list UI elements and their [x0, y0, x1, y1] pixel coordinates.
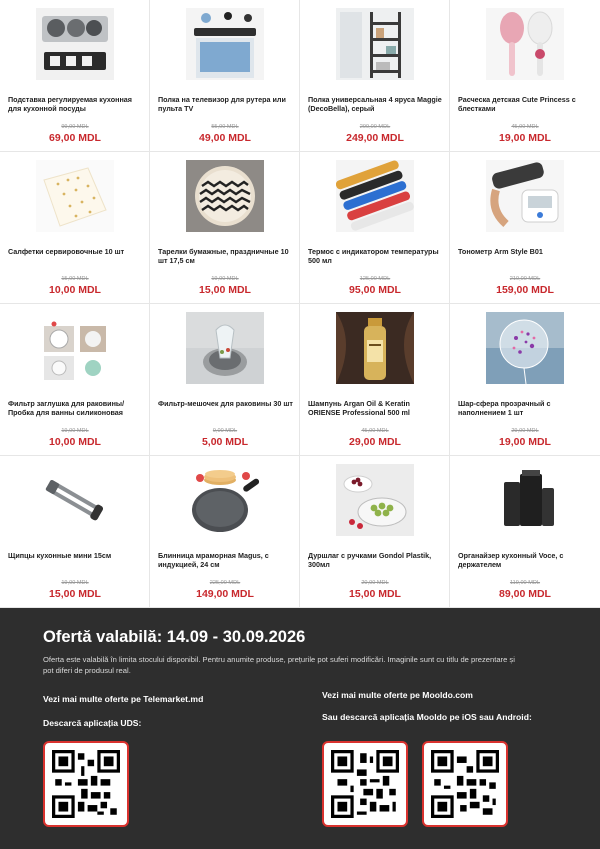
- product-price: 10,00 MDL: [49, 436, 101, 448]
- mooldo-android-qr-code[interactable]: [422, 741, 508, 827]
- product-old-price: 119,00 MDL: [509, 580, 541, 586]
- product-old-price: 9,00 MDL: [212, 428, 238, 434]
- product-name: Щипцы кухонные мини 15см: [8, 551, 112, 560]
- thermos-icon: [336, 160, 414, 232]
- offer-disclaimer: Oferta este valabilă în limita stocului disponibil. Pentru anumite produse, prețurile pot suferi modificări. Imaginile sunt cu titlu de prezentare și pot diferi de produsul real.: [43, 655, 515, 675]
- sink-filter-bag-icon: [186, 312, 264, 384]
- crepe-pan-icon: [186, 464, 264, 536]
- product-old-price: 15,00 MDL: [61, 276, 89, 282]
- colander-icon: [336, 464, 414, 536]
- qr-code-icon: [331, 750, 399, 818]
- shampoo-icon: [336, 312, 414, 384]
- product-name: Термос с индикатором температуры 500 мл: [308, 247, 439, 265]
- product-old-price: 225,00 MDL: [209, 580, 241, 586]
- offer-footer: [0, 608, 600, 849]
- product-name: Дуршлаг с ручками Gondol Plastik, 300мл: [308, 551, 432, 569]
- product-card[interactable]: [150, 304, 300, 456]
- product-old-price: 99,00 MDL: [61, 124, 89, 130]
- product-price: 49,00 MDL: [199, 132, 251, 144]
- product-price: 29,00 MDL: [349, 436, 401, 448]
- product-price: 15,00 MDL: [49, 588, 101, 600]
- offer-validity-title: Ofertă valabilă: 14.09 - 30.09.2026: [43, 628, 306, 646]
- product-old-price: 19,00 MDL: [211, 276, 239, 282]
- product-name: Полка универсальная 4 яруса Maggie (DecoBella), серый: [308, 95, 442, 113]
- shelf-unit-icon: [336, 8, 414, 80]
- product-price: 95,00 MDL: [349, 284, 401, 296]
- cookware-rack-icon: [36, 8, 114, 80]
- hairbrush-icon: [486, 8, 564, 80]
- product-old-price: 45,00 MDL: [361, 428, 389, 434]
- product-name: Тонометр Arm Style B01: [458, 247, 543, 256]
- product-card[interactable]: [0, 304, 150, 456]
- balloon-icon: [486, 312, 564, 384]
- blood-pressure-monitor-icon: [486, 160, 564, 232]
- product-card[interactable]: [300, 0, 450, 152]
- qr-code-icon: [52, 750, 120, 818]
- product-price: 159,00 MDL: [496, 284, 554, 296]
- tv-shelf-icon: [186, 8, 264, 80]
- product-old-price: 19,00 MDL: [61, 428, 89, 434]
- product-name: Шампунь Argan Oil & Keratin ORIENSE Professional 500 ml: [308, 399, 410, 417]
- product-card[interactable]: [450, 456, 600, 608]
- product-card[interactable]: [450, 152, 600, 304]
- telemarket-link[interactable]: Vezi mai multe oferte pe Telemarket.md: [43, 694, 204, 704]
- product-price: 5,00 MDL: [201, 436, 249, 448]
- napkin-icon: [36, 160, 114, 232]
- product-card[interactable]: [150, 0, 300, 152]
- product-old-price: 29,00 MDL: [511, 428, 539, 434]
- product-name: Фильтр заглушка для раковины/ Пробка для ванны силиконовая: [8, 399, 125, 417]
- product-old-price: 20,00 MDL: [361, 580, 389, 586]
- product-old-price: 125,00 MDL: [359, 276, 391, 282]
- product-name: Органайзер кухонный Voce, с держателем: [458, 551, 564, 569]
- product-card[interactable]: [300, 304, 450, 456]
- product-card[interactable]: [0, 0, 150, 152]
- product-price: 15,00 MDL: [199, 284, 251, 296]
- paper-plate-icon: [186, 160, 264, 232]
- mooldo-app-label: Sau descarcă aplicația Mooldo pe iOS sau Android:: [322, 712, 532, 722]
- product-price: 149,00 MDL: [196, 588, 254, 600]
- product-card[interactable]: [450, 0, 600, 152]
- uds-qr-code[interactable]: [43, 741, 129, 827]
- product-card[interactable]: [450, 304, 600, 456]
- product-price: 19,00 MDL: [499, 436, 551, 448]
- product-name: Блинница мраморная Magus, с индукцией, 24 см: [158, 551, 269, 569]
- product-name: Фильтр-мешочек для раковины 30 шт: [158, 399, 293, 408]
- product-card[interactable]: [0, 152, 150, 304]
- product-name: Салфетки сервировочные 10 шт: [8, 247, 125, 256]
- mooldo-ios-qr-code[interactable]: [322, 741, 408, 827]
- product-price: 15,00 MDL: [349, 588, 401, 600]
- product-name: Шар-сфера прозрачный с наполнением 1 шт: [458, 399, 551, 417]
- product-card[interactable]: [300, 152, 450, 304]
- product-card[interactable]: [150, 152, 300, 304]
- mooldo-link[interactable]: Vezi mai multe oferte pe Mooldo.com: [322, 690, 473, 700]
- product-price: 10,00 MDL: [49, 284, 101, 296]
- product-old-price: 219,00 MDL: [509, 276, 541, 282]
- product-price: 89,00 MDL: [499, 588, 551, 600]
- product-price: 249,00 MDL: [346, 132, 404, 144]
- qr-code-icon: [431, 750, 499, 818]
- product-name: Расческа детская Cute Princess с блестками: [458, 95, 576, 113]
- product-price: 19,00 MDL: [499, 132, 551, 144]
- product-name: Тарелки бумажные, праздничные 10 шт 17,5 см: [158, 247, 289, 265]
- product-card[interactable]: [300, 456, 450, 608]
- product-price: 69,00 MDL: [49, 132, 101, 144]
- product-old-price: 55,00 MDL: [211, 124, 239, 130]
- sink-stopper-icon: [36, 312, 114, 384]
- product-card[interactable]: [150, 456, 300, 608]
- product-card[interactable]: [0, 456, 150, 608]
- product-name: Полка на телевизор для рутера или пульта TV: [158, 95, 286, 113]
- product-name: Подставка регулируемая кухонная для кухонной посуды: [8, 95, 132, 113]
- product-old-price: 19,00 MDL: [61, 580, 89, 586]
- uds-app-label: Descarcă aplicația UDS:: [43, 718, 142, 728]
- kitchen-organizer-icon: [486, 464, 564, 536]
- product-old-price: 45,00 MDL: [511, 124, 539, 130]
- product-old-price: 299,00 MDL: [359, 124, 391, 130]
- tongs-icon: [36, 464, 114, 536]
